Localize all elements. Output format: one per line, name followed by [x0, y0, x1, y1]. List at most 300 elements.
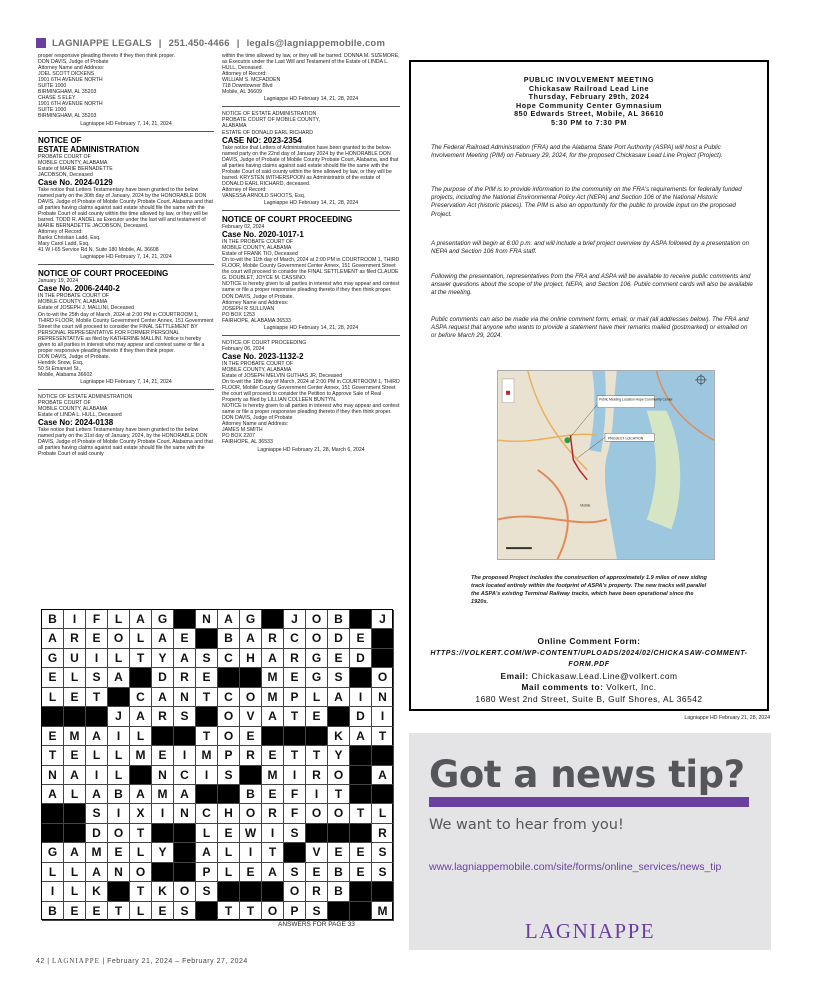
- lagniappe-logo: LAGNIAPPE: [524, 919, 656, 943]
- crossword-black-square: [86, 707, 108, 726]
- notice-body: Take notice that Letters Testamentary have been granted to the below named party on the 30th day of January, 2024 by the HONORABLE DON DAVIS, Judge of Probate of Mobile County Probate Court, Alabama and that all parties having claims against said estate should file the same with the Probate Court of said county within the time allowed by law, or they will be barred. TODD R. ANDEL as Executor under the last will and testament of MARIE BERNADETTE JACOBSON, Deceased. Attorney of Record: Banks Christian Ladd, Esq. Mary Carol Ladd, Esq. 41 W I-65 Service Rd N, Suite 180 Mobile, AL 36608: [38, 186, 213, 254]
- crossword-cell: M: [64, 727, 86, 746]
- crossword-cell: L: [108, 649, 130, 668]
- crossword-cell: T: [284, 746, 306, 765]
- crossword-black-square: [350, 882, 372, 901]
- crossword-cell: N: [42, 766, 64, 785]
- crossword-cell: E: [42, 668, 64, 687]
- crossword-cell: K: [328, 727, 350, 746]
- crossword-black-square: [42, 824, 64, 843]
- crossword-cell: F: [284, 785, 306, 804]
- crossword-black-square: [152, 863, 174, 882]
- crossword-cell: C: [284, 629, 306, 648]
- crossword-cell: R: [174, 668, 196, 687]
- crossword-cell: S: [306, 902, 328, 921]
- crossword-cell: R: [262, 804, 284, 823]
- crossword-cell: O: [306, 804, 328, 823]
- crossword-cell: M: [130, 746, 152, 765]
- crossword-cell: S: [86, 668, 108, 687]
- crossword-cell: E: [350, 863, 372, 882]
- crossword-cell: E: [350, 843, 372, 862]
- publication-line: Lagniappe HD February 7, 14, 21, 2024: [80, 254, 172, 261]
- crossword-black-square: [196, 629, 218, 648]
- page-header: [36, 36, 385, 50]
- crossword-cell: T: [130, 649, 152, 668]
- crossword-cell: T: [306, 746, 328, 765]
- publication-line: Lagniappe HD February 7, 14, 21, 2024: [80, 120, 172, 127]
- news-tip-ad[interactable]: [409, 733, 771, 950]
- crossword-cell: E: [306, 863, 328, 882]
- crossword-cell: M: [262, 688, 284, 707]
- crossword-cell: I: [174, 746, 196, 765]
- crossword-cell: D: [152, 668, 174, 687]
- crossword-black-square: [262, 882, 284, 901]
- crossword-cell: I: [64, 610, 86, 629]
- crossword-cell: S: [174, 707, 196, 726]
- crossword-black-square: [262, 610, 284, 629]
- notice-paragraph: A presentation will begin at 6:00 p.m. and will include a brief project overview by ASPA followed by a presentation on NEPA and Section 106 from FRA staff.: [431, 240, 750, 256]
- case-number: Case No. 2024-0129: [38, 177, 113, 187]
- page-number: 42: [36, 958, 45, 965]
- crossword-cell: S: [284, 863, 306, 882]
- notice-heading-line: Thursday, February 29th, 2024: [528, 92, 650, 102]
- notice-heading-line: Hope Community Center Gymnasium: [516, 100, 662, 110]
- crossword-black-square: [64, 824, 86, 843]
- crossword-cell: I: [372, 707, 394, 726]
- crossword-black-square: [350, 785, 372, 804]
- crossword-cell: T: [350, 804, 372, 823]
- notice-title: NOTICE OF COURT PROCEEDING: [222, 215, 353, 225]
- crossword-black-square: [350, 766, 372, 785]
- crossword-cell: I: [42, 882, 64, 901]
- crossword-cell: A: [64, 843, 86, 862]
- crossword-cell: E: [196, 668, 218, 687]
- crossword-cell: F: [86, 610, 108, 629]
- crossword-black-square: [372, 629, 394, 648]
- crossword-cell: B: [218, 629, 240, 648]
- crossword-cell: O: [218, 707, 240, 726]
- crossword-black-square: [218, 785, 240, 804]
- crossword-cell: J: [284, 610, 306, 629]
- case-number: CASE NO: 2023-2354: [222, 135, 302, 145]
- header-separator: |: [158, 37, 162, 49]
- crossword-cell: E: [306, 707, 328, 726]
- crossword-black-square: [42, 804, 64, 823]
- crossword-cell: I: [108, 727, 130, 746]
- crossword-black-square: [174, 843, 196, 862]
- crossword-cell: L: [64, 882, 86, 901]
- notice-body: IN THE PROBATE COURT OF MOBILE COUNTY, ALABAMA Estate of JOSEPH MELVIN GUTHAS JR, Deceased On to-wit the 18th day of March, 2024 at 2:00 PM in COURTROOM 1, THIRD FLOOR, Mobile County Government Center Annex, 151 Government Street the court will proceed to consider the Petition to Approve Sale of Real Property as filed by LILLIAN COLLEEN BUNTYN. NOTICE is hereby given to all parties in interest who may appear and contest same or file a proper responsive pleading thereto if they then think proper. DON DAVIS, Judge of Probate Attorney Name and Address: JAMES M SMITH PO BOX 2207 FAIRHOPE, AL 36533: [222, 360, 400, 446]
- crossword-cell: D: [350, 649, 372, 668]
- crossword-cell: I: [196, 766, 218, 785]
- crossword-black-square: [240, 882, 262, 901]
- case-number: Case No: 2024-0138: [38, 418, 114, 428]
- crossword-cell: A: [174, 649, 196, 668]
- crossword-cell: L: [108, 610, 130, 629]
- project-location-map: [497, 370, 715, 560]
- crossword-cell: G: [240, 610, 262, 629]
- crossword-cell: A: [152, 629, 174, 648]
- crossword-cell: N: [196, 610, 218, 629]
- crossword-cell: O: [306, 610, 328, 629]
- crossword-black-square: [306, 824, 328, 843]
- comment-email[interactable]: Chickasaw.Lead.Line@volkert.com: [531, 670, 678, 681]
- notice-divider: [38, 389, 214, 390]
- notice-body: PROBATE COURT OF MOBILE COUNTY, ALABAMA Estate of MARIE BERNADETTE JACOBSON, Deceased: [38, 153, 113, 178]
- notice-heading-line: 5:30 PM to 7:30 PM: [551, 117, 627, 127]
- crossword-cell: S: [86, 804, 108, 823]
- crossword-cell: O: [306, 629, 328, 648]
- crossword-cell: T: [130, 824, 152, 843]
- crossword-cell: F: [284, 804, 306, 823]
- crossword-black-square: [196, 785, 218, 804]
- crossword-cell: I: [284, 766, 306, 785]
- map-meeting-label: Public Meeting Location Hope Community Center: [599, 397, 673, 402]
- crossword-cell: E: [86, 902, 108, 921]
- crossword-cell: I: [306, 785, 328, 804]
- notice-body: IN THE PROBATE COURT OF MOBILE COUNTY, ALABAMA Estate of JOSEPH J. MALLINI, Deceased On to-wit the 25th day of March, 2024 at 2:00 PM in COURTROOM 1, THIRD FLOOR, Mobile County Government Center Annex, 151 Government Street the court will proceed to consider the FINAL SETTLEMENT BY PERSONAL REPRESENTATIVE FOR FORMER PERSONAL REPRESENTATIVE as filed by KATHERINE MALLINI. Notice is hereby given to all parties in interest who may appear and contest same or file a proper responsive pleading thereto if they then think proper. DON DAVIS, Judge of Probate. Hendrik Snow, Esq. 50 St Emanuel St., Mobile, Alabama 36602: [38, 293, 214, 378]
- crossword-cell: B: [328, 610, 350, 629]
- crossword-cell: T: [196, 688, 218, 707]
- crossword-black-square: [218, 668, 240, 687]
- notice-heading: [411, 76, 767, 128]
- crossword-black-square: [328, 902, 350, 921]
- crossword-cell: E: [174, 629, 196, 648]
- notice-body: NOTICE OF ESTATE ADMINISTRATION PROBATE COURT OF MOBILE COUNTY, ALABAMA Estate of LINDA L. HULL, Deceased: [38, 394, 133, 419]
- publication-line: Lagniappe HD February 7, 14, 21, 2024: [80, 379, 172, 386]
- crossword-cell: G: [152, 610, 174, 629]
- crossword-cell: T: [240, 902, 262, 921]
- crossword-cell: L: [306, 688, 328, 707]
- crossword-cell: E: [152, 902, 174, 921]
- crossword-cell: Y: [328, 746, 350, 765]
- notice-divider: [222, 106, 400, 107]
- crossword-cell: G: [42, 649, 64, 668]
- crossword-cell: I: [240, 843, 262, 862]
- crossword-cell: E: [350, 629, 372, 648]
- crossword-cell: S: [196, 882, 218, 901]
- mail-address: 1680 West 2nd Street, Suite B, Gulf Shores, AL 36542: [475, 693, 703, 704]
- crossword-cell: L: [64, 863, 86, 882]
- notice-body: IN THE PROBATE COURT OF MOBILE COUNTY, ALABAMA Estate of FRANK TIO, Deceased On to-wit the 11th day of March, 2024 at 2:00 PM in COURTROOM 1, THIRD FLOOR, Mobile County Government Center Annex, 151 Government Street the court will proceed to consider the FINAL SETTLEMENT as filed CLAUDE G. DOUBLET, JOYCE M. CASSINO. NOTICE is hereby given to all parties in interest who may appear and contest same or file a proper responsive pleading thereto if they then think proper. DON DAVIS, Judge of Probate. Attorney Name and Address: JOSEPH R SULLIVAN PO BOX 1253 FAIRHOPE, ALABAMA 36533: [222, 239, 400, 324]
- crossword-cell: O: [372, 668, 394, 687]
- notice-heading-line: PUBLIC INVOLVEMENT MEETING: [523, 75, 655, 84]
- crossword-cell: E: [42, 727, 64, 746]
- crossword-cell: L: [218, 863, 240, 882]
- crossword-cell: T: [262, 843, 284, 862]
- publication-line: Lagniappe HD February 14, 21, 28, 2024: [263, 199, 359, 206]
- crossword-black-square: [350, 902, 372, 921]
- page-footer: 42 | LAGNIAPPE | February 21, 2024 – February 27, 2024: [36, 957, 248, 965]
- crossword-cell: T: [218, 902, 240, 921]
- crossword-cell: N: [152, 766, 174, 785]
- crossword-cell: L: [130, 902, 152, 921]
- notice-publication-line: Lagniappe HD February 21, 28, 2024: [684, 715, 770, 721]
- crossword-cell: D: [350, 707, 372, 726]
- notice-title: NOTICE OF COURT PROCEEDING: [38, 269, 169, 279]
- notice-body: within the time allowed by law, or they will be barred. DONNA M. SIZEMORE, as Executrix under the Last Will and Testament of the Estate of LINDA L. HULL, Deceased. Attorney of Record: WILLIAM S. MCFADDEN 718 Downtowner Blvd Mobile, AL 36609: [222, 53, 400, 96]
- crossword-black-square: [152, 824, 174, 843]
- ad-subtitle: We want to hear from you!: [429, 817, 624, 833]
- crossword-cell: M: [262, 766, 284, 785]
- crossword-cell: A: [262, 707, 284, 726]
- notice-body: proper responsive pleading thereto if they then think proper. DON DAVIS, Judge of Probate Attorney Name and Address: JOEL SCOTT DICKENS 1901 6TH AVENUE NORTH SUITE 1000 BIRMINGHAM, AL 35203 CHASE S ELEY 1901 6TH AVENUE NORTH SUITE 1000 BIRMINGHAM, AL 35203: [38, 53, 175, 120]
- crossword-cell: O: [284, 882, 306, 901]
- crossword-cell: G: [306, 649, 328, 668]
- online-form-label: Online Comment Form:: [537, 636, 641, 646]
- crossword-cell: A: [42, 629, 64, 648]
- crossword-cell: C: [196, 804, 218, 823]
- crossword-cell: I: [86, 766, 108, 785]
- crossword-black-square: [262, 727, 284, 746]
- crossword-cell: O: [108, 629, 130, 648]
- case-number: Case No. 2020-1017-1: [222, 230, 304, 240]
- crossword-cell: T: [86, 688, 108, 707]
- crossword-cell: L: [218, 843, 240, 862]
- crossword-black-square: [240, 766, 262, 785]
- crossword-cell: E: [328, 649, 350, 668]
- crossword-black-square: [350, 746, 372, 765]
- crossword-cell: S: [328, 668, 350, 687]
- crossword-cell: A: [86, 727, 108, 746]
- crossword-cell: O: [130, 863, 152, 882]
- map-caption: The proposed Project includes the construction of approximately 1.9 miles of new siding track located entirely within the footprint of ASPA's property. The new tracks will parallel the ASPA's existing Terminal Railway tracks, which have been operational since the 1920s.: [471, 575, 707, 605]
- crossword-cell: L: [130, 843, 152, 862]
- crossword-black-square: [328, 707, 350, 726]
- crossword-cell: A: [328, 688, 350, 707]
- crossword-cell: U: [64, 649, 86, 668]
- crossword-black-square: [284, 727, 306, 746]
- crossword-cell: N: [174, 804, 196, 823]
- crossword-cell: O: [108, 824, 130, 843]
- crossword-cell: S: [196, 649, 218, 668]
- crossword-cell: W: [240, 824, 262, 843]
- crossword-cell: L: [196, 824, 218, 843]
- crossword-cell: M: [262, 668, 284, 687]
- crossword-cell: Y: [152, 843, 174, 862]
- crossword-cell: A: [86, 863, 108, 882]
- crossword-black-square: [350, 824, 372, 843]
- crossword-cell: A: [42, 785, 64, 804]
- crossword-black-square: [130, 766, 152, 785]
- notice-title: NOTICE OF ESTATE ADMINISTRATION: [38, 135, 140, 154]
- crossword-cell: R: [306, 766, 328, 785]
- crossword-cell: A: [240, 629, 262, 648]
- crossword-cell: R: [284, 649, 306, 668]
- crossword-cell: E: [64, 746, 86, 765]
- crossword-cell: C: [130, 688, 152, 707]
- email-label: Email:: [500, 670, 529, 681]
- crossword-cell: L: [108, 746, 130, 765]
- crossword-black-square: [350, 610, 372, 629]
- crossword-cell: E: [64, 902, 86, 921]
- crossword-black-square: [284, 843, 306, 862]
- crossword-cell: V: [240, 707, 262, 726]
- crossword-black-square: [350, 668, 372, 687]
- header-square-icon: [36, 38, 46, 48]
- crossword-cell: E: [240, 727, 262, 746]
- crossword-cell: I: [350, 688, 372, 707]
- crossword-cell: E: [262, 785, 284, 804]
- crossword-cell: A: [262, 649, 284, 668]
- notice-paragraph: The Federal Railroad Administration (FRA) and the Alabama State Port Authority (ASPA) will host a Public Involvement Meeting (PIM) on February 29, 2024, for the proposed Chickasaw Lead Line Project (Project).: [431, 144, 723, 160]
- crossword-black-square: [108, 882, 130, 901]
- publication-line: Lagniappe HD February 21, 28, March 6, 2024: [257, 446, 365, 453]
- crossword-cell: T: [42, 746, 64, 765]
- crossword-cell: C: [174, 766, 196, 785]
- notice-paragraph: Following the presentation, representatives from the FRA and ASPA will be available to receive public comments and answer questions about the scope of the project, NEPA, and Section 106. Public comment cards will also be available at the meeting.: [431, 273, 753, 297]
- crossword-cell: O: [262, 902, 284, 921]
- crossword-cell: A: [174, 785, 196, 804]
- crossword-cell: B: [42, 902, 64, 921]
- crossword-black-square: [64, 804, 86, 823]
- crossword-cell: N: [174, 688, 196, 707]
- crossword-cell: A: [130, 707, 152, 726]
- crossword-cell: G: [306, 668, 328, 687]
- crossword-cell: K: [86, 882, 108, 901]
- crossword-cell: I: [108, 804, 130, 823]
- map-project-label: PROJECT LOCATION: [607, 436, 644, 441]
- crossword-cell: A: [262, 863, 284, 882]
- crossword-cell: A: [350, 727, 372, 746]
- crossword-cell: L: [42, 863, 64, 882]
- header-separator: |: [236, 37, 240, 49]
- crossword-cell: L: [42, 688, 64, 707]
- notice-divider: [38, 131, 214, 132]
- crossword-cell: P: [284, 902, 306, 921]
- crossword-cell: I: [86, 649, 108, 668]
- crossword-cell: A: [108, 668, 130, 687]
- crossword-cell: E: [108, 843, 130, 862]
- crossword-cell: L: [130, 727, 152, 746]
- crossword-black-square: [174, 610, 196, 629]
- crossword-black-square: [108, 688, 130, 707]
- legal-notices-column-2: [222, 53, 400, 601]
- crossword-cell: S: [284, 824, 306, 843]
- notice-divider: [38, 264, 214, 265]
- crossword-cell: R: [306, 882, 328, 901]
- crossword-cell: O: [328, 804, 350, 823]
- crossword-cell: L: [130, 629, 152, 648]
- header-email[interactable]: legals@lagniappemobile.com: [246, 37, 386, 49]
- crossword-cell: L: [64, 785, 86, 804]
- publication-line: Lagniappe HD February 14, 21, 28, 2024: [263, 96, 359, 103]
- crossword-cell: A: [152, 688, 174, 707]
- crossword-cell: H: [240, 649, 262, 668]
- crossword-cell: J: [108, 707, 130, 726]
- crossword-cell: H: [218, 804, 240, 823]
- crossword-cell: Y: [152, 649, 174, 668]
- crossword-cell: T: [130, 882, 152, 901]
- crossword-black-square: [174, 863, 196, 882]
- crossword-cell: B: [42, 610, 64, 629]
- crossword-black-square: [328, 824, 350, 843]
- public-involvement-notice: [409, 60, 769, 711]
- crossword-black-square: [64, 707, 86, 726]
- crossword-cell: M: [196, 746, 218, 765]
- crossword-cell: S: [372, 863, 394, 882]
- crossword-black-square: [372, 882, 394, 901]
- comment-contact-block: [411, 636, 767, 705]
- crossword-cell: T: [328, 785, 350, 804]
- crossword-black-square: [218, 882, 240, 901]
- crossword-cell: O: [240, 688, 262, 707]
- crossword-cell: E: [240, 863, 262, 882]
- crossword-cell: L: [86, 746, 108, 765]
- crossword-answers-label: ANSWERS FOR PAGE 33: [278, 921, 355, 928]
- crossword-cell: B: [328, 882, 350, 901]
- crossword-black-square: [306, 727, 328, 746]
- notice-body: February 02, 2024: [222, 224, 265, 231]
- crossword-cell: M: [372, 902, 394, 921]
- online-form-url[interactable]: HTTPS://VOLKERT.COM/WP-CONTENT/UPLOADS/2024/02/CHICKASAW-COMMENT-FORM.PDF: [430, 649, 748, 668]
- crossword-cell: O: [218, 727, 240, 746]
- crossword-cell: E: [86, 629, 108, 648]
- crossword-cell: E: [284, 668, 306, 687]
- crossword-cell: B: [108, 785, 130, 804]
- crossword-cell: E: [64, 688, 86, 707]
- crossword-cell: A: [218, 610, 240, 629]
- crossword-cell: C: [218, 688, 240, 707]
- crossword-cell: M: [86, 843, 108, 862]
- crossword-cell: T: [196, 727, 218, 746]
- notice-body: January 19, 2024: [38, 278, 79, 285]
- crossword-black-square: [42, 707, 64, 726]
- legal-notices-column-1: [38, 53, 214, 601]
- crossword-cell: A: [86, 785, 108, 804]
- header-section: LAGNIAPPE LEGALS: [52, 37, 152, 49]
- mail-label: Mail comments to:: [521, 682, 604, 692]
- crossword-cell: S: [174, 902, 196, 921]
- map-city-label: Mobile: [580, 503, 591, 508]
- crossword-cell: T: [108, 902, 130, 921]
- crossword-cell: R: [372, 824, 394, 843]
- crossword-cell: O: [240, 804, 262, 823]
- issue-dates: February 21, 2024 – February 27, 2024: [107, 958, 248, 965]
- crossword-black-square: [196, 707, 218, 726]
- case-number: Case No. 2023-1132-2: [222, 351, 304, 361]
- crossword-cell: D: [86, 824, 108, 843]
- publication-line: Lagniappe HD February 14, 21, 28, 2024: [263, 324, 359, 331]
- crossword-cell: P: [284, 688, 306, 707]
- crossword-cell: E: [262, 746, 284, 765]
- crossword-cell: R: [152, 707, 174, 726]
- crossword-cell: S: [218, 766, 240, 785]
- crossword-cell: I: [262, 824, 284, 843]
- crossword-black-square: [174, 824, 196, 843]
- notice-heading-line: Chickasaw Railroad Lead Line: [528, 83, 650, 93]
- notice-body: NOTICE OF COURT PROCEEDING February 06, 2024: [222, 339, 307, 352]
- crossword-cell: K: [152, 882, 174, 901]
- mail-recipient: Volkert, Inc.: [606, 682, 657, 692]
- crossword-cell: J: [372, 610, 394, 629]
- crossword-cell: B: [328, 863, 350, 882]
- crossword-cell: B: [240, 785, 262, 804]
- ad-url-link[interactable]: www.lagniappemobile.com/site/forms/online_services/news_tip: [429, 861, 722, 873]
- crossword-black-square: [372, 649, 394, 668]
- crossword-cell: G: [42, 843, 64, 862]
- crossword-cell: R: [262, 629, 284, 648]
- notice-body: Take notice that Letters Testamentary have been granted to the below named party on the 31st day of January, 2024, by the HONORABLE DON DAVIS, Judge of Probate of Mobile County Probate Court, Alabama and that all parties having claims against said estate should file the same with the Probate Court of said county: [38, 427, 213, 458]
- crossword-answer-grid: [41, 609, 393, 920]
- crossword-black-square: [240, 668, 262, 687]
- notice-body: NOTICE OF ESTATE ADMINISTRATION PROBATE COURT OF MOBILE COUNTY, ALABAMA ESTATE OF DONALD EARL RICHARD: [222, 111, 320, 136]
- crossword-cell: P: [196, 863, 218, 882]
- crossword-cell: L: [64, 668, 86, 687]
- notice-body: Take notice that Letters of Administration have been granted to the below-named party on the 22nd day of January 2024 by the HONORABLE DON DAVIS, Judge of Probate of Mobile County Probate Court, Alabama, and that all parties having claims against said estate should file the same with the Probate Court of said county within the time allowed by law, or they will be barred. KRYSTEN WITHERSPOON as Administratrix of the estate of DONALD EARL RICHARD, deceased. Attorney of Record: VANESSA ARNOLD SHOOTS, Esq.: [222, 144, 399, 199]
- ad-title: Got a news tip?: [429, 753, 745, 796]
- crossword-cell: O: [174, 882, 196, 901]
